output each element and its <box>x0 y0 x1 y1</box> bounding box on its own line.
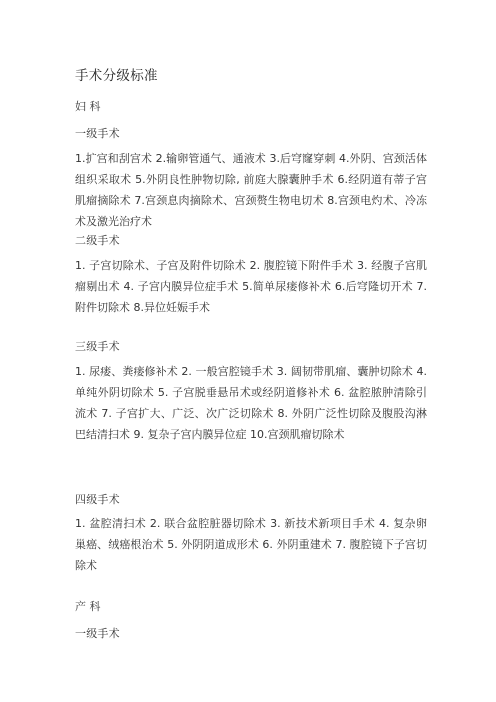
document-title: 手术分级标准 <box>75 68 158 84</box>
procedure-list-gyn-2: 1. 子宫切除术、子宫及附件切除术 2. 腹腔镜下附件手术 3. 经腹子宫肌瘤剔出术 4. 子宫内膜异位症手术 5.简单尿瘘修补术 6.后穹隆切开术 7.附件切除术 8.异位妊娠手术 <box>75 259 427 314</box>
procedure-list-gyn-1: 1.扩宫和刮宫术 2.输卵管通气、通液术 3.后穹窿穿刺 4.外阴、宫颈活体组织采取术 5.外阴良性肿物切除, 前庭大腺囊肿手术 6.经阴道有蒂子宫肌瘤摘除术 7.宫颈息肉摘除术、宫颈赘生物电切术 8.宫颈电灼术、冷冻术及激光治疗术 <box>75 152 427 228</box>
dept-heading-obstetrics: 产 科 <box>75 600 101 613</box>
level-heading-obs-1: 一级手术 <box>75 627 120 640</box>
level-heading-gyn-4: 四级手术 <box>75 493 120 506</box>
procedure-list-gyn-4: 1. 盆腔清扫术 2. 联合盆腔脏器切除术 3. 新技术新项目手术 4. 复杂卵巢癌、绒癌根治术 5. 外阴阴道成形术 6. 外阴重建术 7. 腹腔镜下子宫切除术 <box>75 517 427 572</box>
dept-heading-gynecology: 妇 科 <box>75 100 101 113</box>
level-heading-gyn-2: 二级手术 <box>75 234 120 247</box>
procedure-list-gyn-3: 1. 尿瘘、粪瘘修补术 2. 一般宫腔镜手术 3. 阔韧带肌瘤、囊肿切除术 4. 单纯外阴切除术 5. 子宫脱垂悬吊术或经阴道修补术 6. 盆腔脓肿清除引流术 7. 子宫扩大、广泛、次广泛切除术 8. 外阴广泛性切除及腹股沟淋巴结清扫术 9. 复杂子宫内膜异位症 10.宫颈肌瘤切除术 <box>75 365 427 441</box>
level-heading-gyn-1: 一级手术 <box>75 127 120 140</box>
level-heading-gyn-3: 三级手术 <box>75 340 120 353</box>
